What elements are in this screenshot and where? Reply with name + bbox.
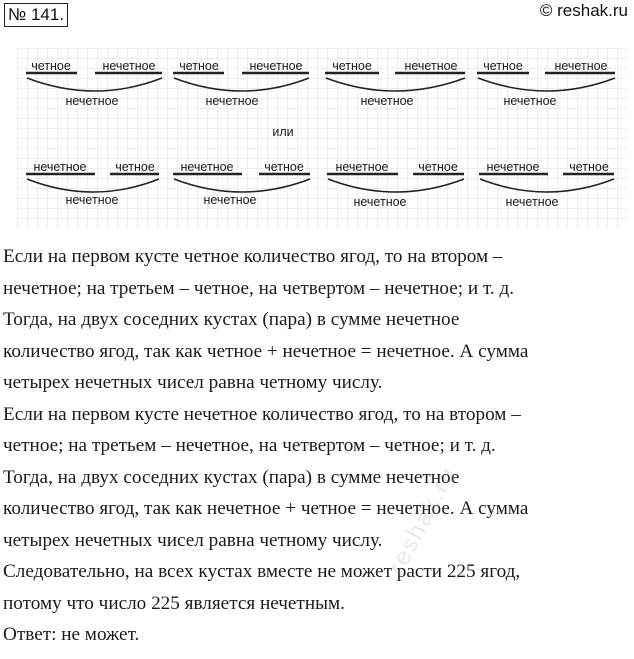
solution-line: четное; на третьем – нечетное, на четвертом – четное; и т. д. [3,435,496,456]
term-result: нечетное [203,193,257,207]
solution-line: Если на первом кусте нечетное количество ягод, то на втором – [3,403,521,425]
task-number-badge: № 141. [4,3,68,27]
term-result: нечетное [65,193,119,207]
term-right: нечетное [554,59,608,73]
term-result: нечетное [205,94,259,108]
term-result: нечетное [65,94,119,108]
term-right: четное [569,160,609,174]
diagram-group [26,59,162,108]
separator-text: или [272,125,294,139]
solution-line: четырех нечетных чисел равна четному числу. [3,529,383,551]
term-right: нечетное [102,59,156,73]
term-left: четное [179,59,219,73]
term-left: нечетное [33,160,87,174]
term-left: четное [483,59,523,73]
solution-line: Если на первом кусте четное количество ягод, то на втором – [3,246,503,267]
solution-line: Тогда, на двух соседних кустах (пара) в сумме нечетное [3,466,460,488]
term-left: четное [332,59,372,73]
diagram-group [173,59,309,108]
solution-line: четырех нечетных чисел равна четному числу. [3,372,383,393]
solution-line: нечетное; на третьем – четное, на четвертом – нечетное; и т. д. [3,277,515,299]
diagram-group [477,59,615,108]
term-left: четное [31,59,71,73]
term-left: нечетное [335,160,389,174]
term-right: четное [115,160,155,174]
answer-line: Ответ: не может. [3,624,140,645]
term-left: нечетное [180,160,234,174]
term-right: четное [264,160,304,174]
site-credit: © reshak.ru [539,1,628,20]
solution-line: Тогда, на двух соседних кустах (пара) в сумме нечетное [3,309,460,330]
solution-line: потому что число 225 является нечетным. [3,592,345,614]
watermark: reshak.ru [383,461,463,579]
diagram-group [325,59,465,108]
term-right: нечетное [249,59,303,73]
term-result: нечетное [505,195,559,209]
diagram-group [479,160,614,209]
term-result: нечетное [360,94,414,108]
solution-line: количество ягод, так как нечетное + четное = нечетное. А сумма [3,498,529,519]
term-left: нечетное [486,160,540,174]
diagram-group [26,160,159,207]
solution-line: количество ягод, так как четное + нечетное = нечетное. А сумма [3,340,529,362]
term-right: четное [418,160,458,174]
parity-diagram [17,48,627,228]
term-result: нечетное [503,94,557,108]
diagram-grid [17,48,627,228]
diagram-group [173,160,310,207]
solution-line: Следовательно, на всех кустах вместе не может расти 225 ягод, [3,561,521,582]
solution-text [3,241,631,651]
term-result: нечетное [353,195,407,209]
diagram-group [327,160,464,209]
term-right: нечетное [404,59,458,73]
